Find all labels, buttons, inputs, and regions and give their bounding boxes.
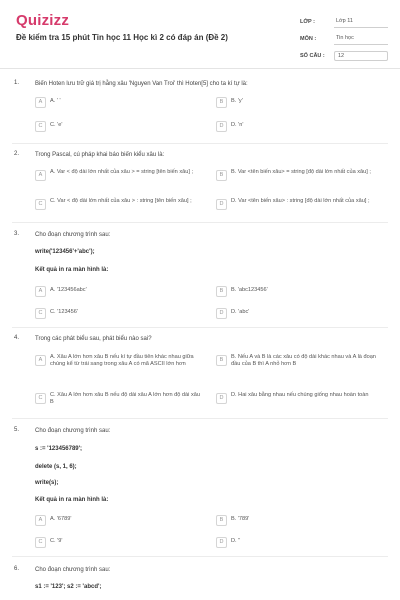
question-number: 3. [14, 231, 20, 237]
option-letter: D [216, 393, 227, 404]
question-text: Cho đoạn chương trình sau: [35, 428, 111, 434]
option-text: D. '' [231, 538, 241, 544]
option-text: D. 'n' [231, 122, 244, 128]
option-letter: C [35, 199, 46, 210]
code-line: write('123456'+'abc'); [35, 249, 95, 255]
meta-label: SỐ CÂU : [300, 52, 325, 59]
option-text: A. Xâu A lớn hơn xâu B nếu kí tự đầu tiên khác nhau giữa chúng kể từ trái sang trong xâu A có mã ASCII lớn hơn [50, 354, 194, 367]
meta-row-count [300, 48, 388, 63]
meta-value: 12 [334, 51, 388, 61]
option-text: A. ' ' [50, 98, 61, 104]
option-letter: A [35, 286, 46, 297]
code-line: write(s); [35, 480, 59, 486]
option-text: B. '789' [231, 516, 250, 522]
question-text: Cho đoạn chương trình sau: [35, 567, 111, 573]
question-divider [12, 222, 388, 223]
option-text: A. Var < độ dài lớn nhất của xâu > = string [tên biến xâu] ; [50, 169, 194, 175]
question-divider [12, 143, 388, 144]
option-text: C. Var < độ dài lớn nhất của xâu > : string [tên biến xâu] ; [50, 198, 192, 204]
meta-value: Tin học [334, 33, 388, 45]
option-text: A. '123456abc' [50, 287, 87, 293]
question-text: Trong các phát biểu sau, phát biểu nào sai? [35, 336, 152, 342]
code-line: Kết quả in ra màn hình là: [35, 267, 109, 273]
question-number: 6. [14, 566, 20, 572]
option-letter: A [35, 170, 46, 181]
question-divider [12, 556, 388, 557]
option-text: D. Var <tên biến xâu> : string [độ dài lớn nhất của xâu] ; [231, 198, 370, 204]
option-letter: B [216, 355, 227, 366]
option-letter: D [216, 537, 227, 548]
code-line: s1 := '123'; s2 := 'abcd'; [35, 584, 102, 590]
option-letter: D [216, 199, 227, 210]
meta-value: Lớp 11 [334, 16, 388, 28]
option-text: D. 'abc' [231, 309, 250, 315]
meta-label: LỚP : [300, 18, 315, 25]
meta-label: MÔN : [300, 35, 317, 42]
question-text: Cho đoạn chương trình sau: [35, 232, 111, 238]
meta-row-subject [300, 31, 388, 46]
question-text: Biến Hoten lưu trữ giá trị hằng xâu 'Nguyen Van Troi' thì Hoten[5] cho ta kí tự là: [35, 81, 248, 87]
code-line: Kết quả in ra màn hình là: [35, 497, 109, 503]
question-text: Trong Pascal, cú pháp khai báo biến kiểu xâu là: [35, 152, 165, 158]
option-text: C. '123456' [50, 309, 78, 315]
question-number: 1. [14, 80, 20, 86]
question-number: 5. [14, 427, 20, 433]
option-text: B. 'abc123456' [231, 287, 268, 293]
option-letter: A [35, 355, 46, 366]
worksheet-header [0, 0, 400, 66]
option-text: B. Var <tên biến xâu> = string [độ dài lớn nhất của xâu] ; [231, 169, 371, 175]
option-letter: B [216, 170, 227, 181]
question-divider [12, 418, 388, 419]
meta-row-class [300, 14, 388, 29]
option-letter: C [35, 308, 46, 319]
header-divider [0, 68, 400, 69]
worksheet-meta [300, 14, 388, 65]
option-letter: A [35, 515, 46, 526]
option-text: C. 'e' [50, 122, 63, 128]
code-line: s := '123456789'; [35, 446, 83, 452]
question-divider [12, 327, 388, 328]
option-text: B. Nếu A và B là các xâu có độ dài khác nhau và A là đoạn đầu của B thì A nhỏ hơn B [231, 354, 376, 367]
option-text: C. Xâu A lớn hơn xâu B nếu độ dài xâu A lớn hơn độ dài xâu B [50, 392, 200, 405]
option-letter: B [216, 286, 227, 297]
question-number: 4. [14, 335, 20, 341]
option-text: C. '9' [50, 538, 63, 544]
option-letter: C [35, 393, 46, 404]
option-letter: A [35, 97, 46, 108]
option-letter: C [35, 121, 46, 132]
option-text: B. 'y' [231, 98, 243, 104]
quizizz-logo: Quizizz [16, 12, 70, 29]
code-line: delete (s, 1, 6); [35, 464, 77, 470]
option-text: D. Hai xâu bằng nhau nếu chúng giống nhau hoàn toàn [231, 392, 369, 398]
option-letter: D [216, 121, 227, 132]
option-letter: C [35, 537, 46, 548]
option-letter: B [216, 97, 227, 108]
question-number: 2. [14, 151, 20, 157]
option-letter: D [216, 308, 227, 319]
option-text: A. '6789' [50, 516, 72, 522]
option-letter: B [216, 515, 227, 526]
page-title: Đề kiểm tra 15 phút Tin học 11 Học kì 2 có đáp án (Đề 2) [16, 33, 228, 42]
